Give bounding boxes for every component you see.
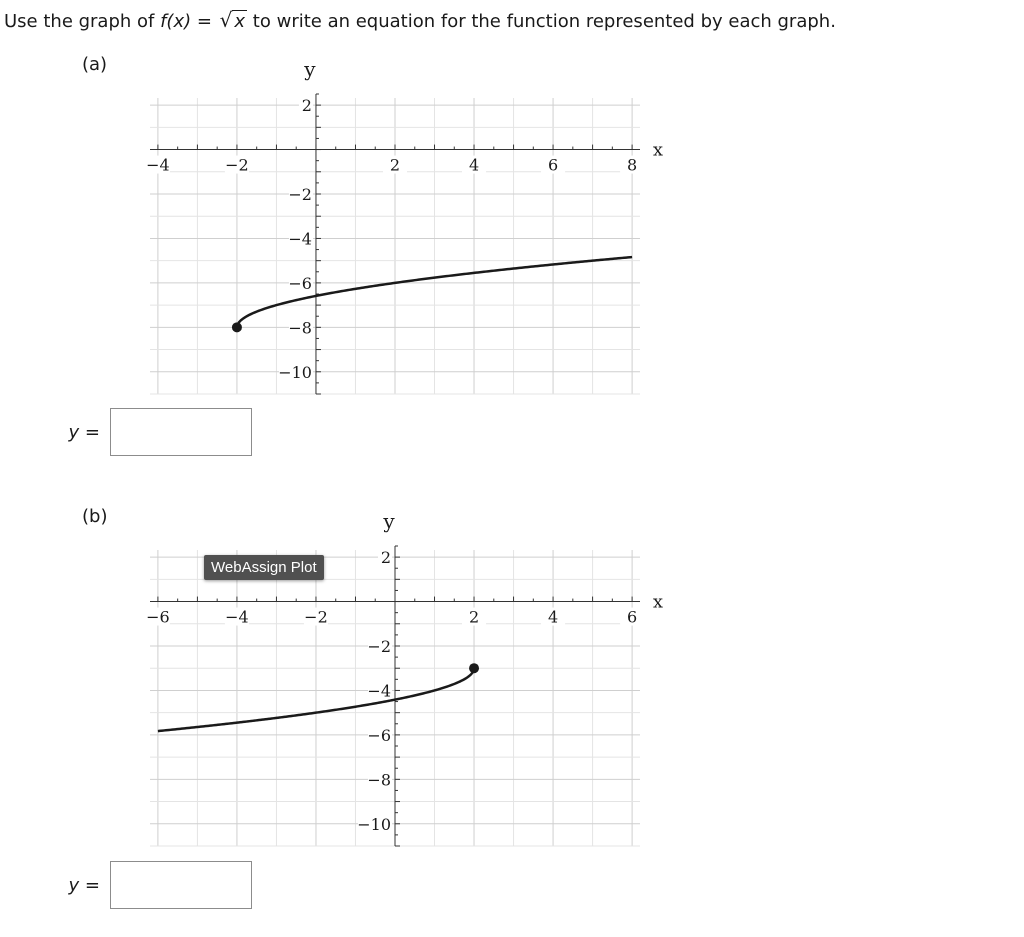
y-tick-label: −4 xyxy=(288,229,312,249)
y-tick-label: −10 xyxy=(357,814,391,834)
sqrt-expression xyxy=(218,8,247,32)
x-tick-label: −4 xyxy=(146,155,170,175)
y-tick-label: −2 xyxy=(288,185,312,204)
answer-row-b xyxy=(60,861,252,909)
y-tick-label: −4 xyxy=(367,681,391,701)
x-axis-label: x xyxy=(652,139,664,161)
graph-a xyxy=(140,57,664,398)
y-tick-label: −6 xyxy=(288,273,312,293)
x-tick-label: 8 xyxy=(627,155,638,175)
y-tick-label: −2 xyxy=(367,637,391,656)
x-tick-label: −6 xyxy=(146,607,170,627)
part-b-label: (b) xyxy=(82,506,108,527)
answer-equals-a: = xyxy=(79,421,100,443)
answer-y-a: y xyxy=(68,421,80,443)
x-tick-label: −4 xyxy=(225,607,249,627)
endpoint-dot xyxy=(469,663,479,673)
sqrt-sign-icon: √ xyxy=(219,8,233,32)
webassign-plot-tooltip: WebAssign Plot xyxy=(204,555,324,580)
function-name: f(x) xyxy=(160,11,192,32)
question-text xyxy=(4,8,836,32)
endpoint-dot xyxy=(232,322,242,332)
question-prefix: Use the graph of xyxy=(4,11,161,32)
y-tick-label: −6 xyxy=(367,725,391,745)
answer-row-a xyxy=(60,408,252,456)
x-tick-label: −2 xyxy=(225,155,249,175)
function-equals: = xyxy=(191,11,218,32)
x-tick-label: −2 xyxy=(304,607,328,627)
x-tick-label: 6 xyxy=(627,607,638,627)
y-axis-label: y xyxy=(304,57,316,81)
radicand: x xyxy=(234,11,246,32)
y-tick-label: 2 xyxy=(380,548,391,568)
answer-equals-b: = xyxy=(79,874,100,896)
x-tick-label: 2 xyxy=(468,607,480,627)
y-tick-label: −8 xyxy=(367,770,391,790)
y-axis-label: y xyxy=(383,509,395,533)
answer-input-b[interactable] xyxy=(110,861,252,909)
y-tick-label: 2 xyxy=(301,96,312,116)
answer-y-b: y xyxy=(68,874,80,896)
y-tick-label: −10 xyxy=(278,362,312,382)
x-tick-label: 4 xyxy=(468,155,480,175)
answer-label-b xyxy=(60,875,100,896)
x-tick-label: 6 xyxy=(547,155,559,175)
y-tick-label: −8 xyxy=(288,318,312,338)
question-suffix: to write an equation for the function represented by each graph. xyxy=(247,11,836,32)
answer-input-a[interactable] xyxy=(110,408,252,456)
part-a-label: (a) xyxy=(82,54,108,75)
x-axis-label: x xyxy=(652,591,664,613)
x-tick-label: 4 xyxy=(547,607,559,627)
answer-label-a xyxy=(60,422,100,443)
x-tick-label: 2 xyxy=(389,155,401,175)
